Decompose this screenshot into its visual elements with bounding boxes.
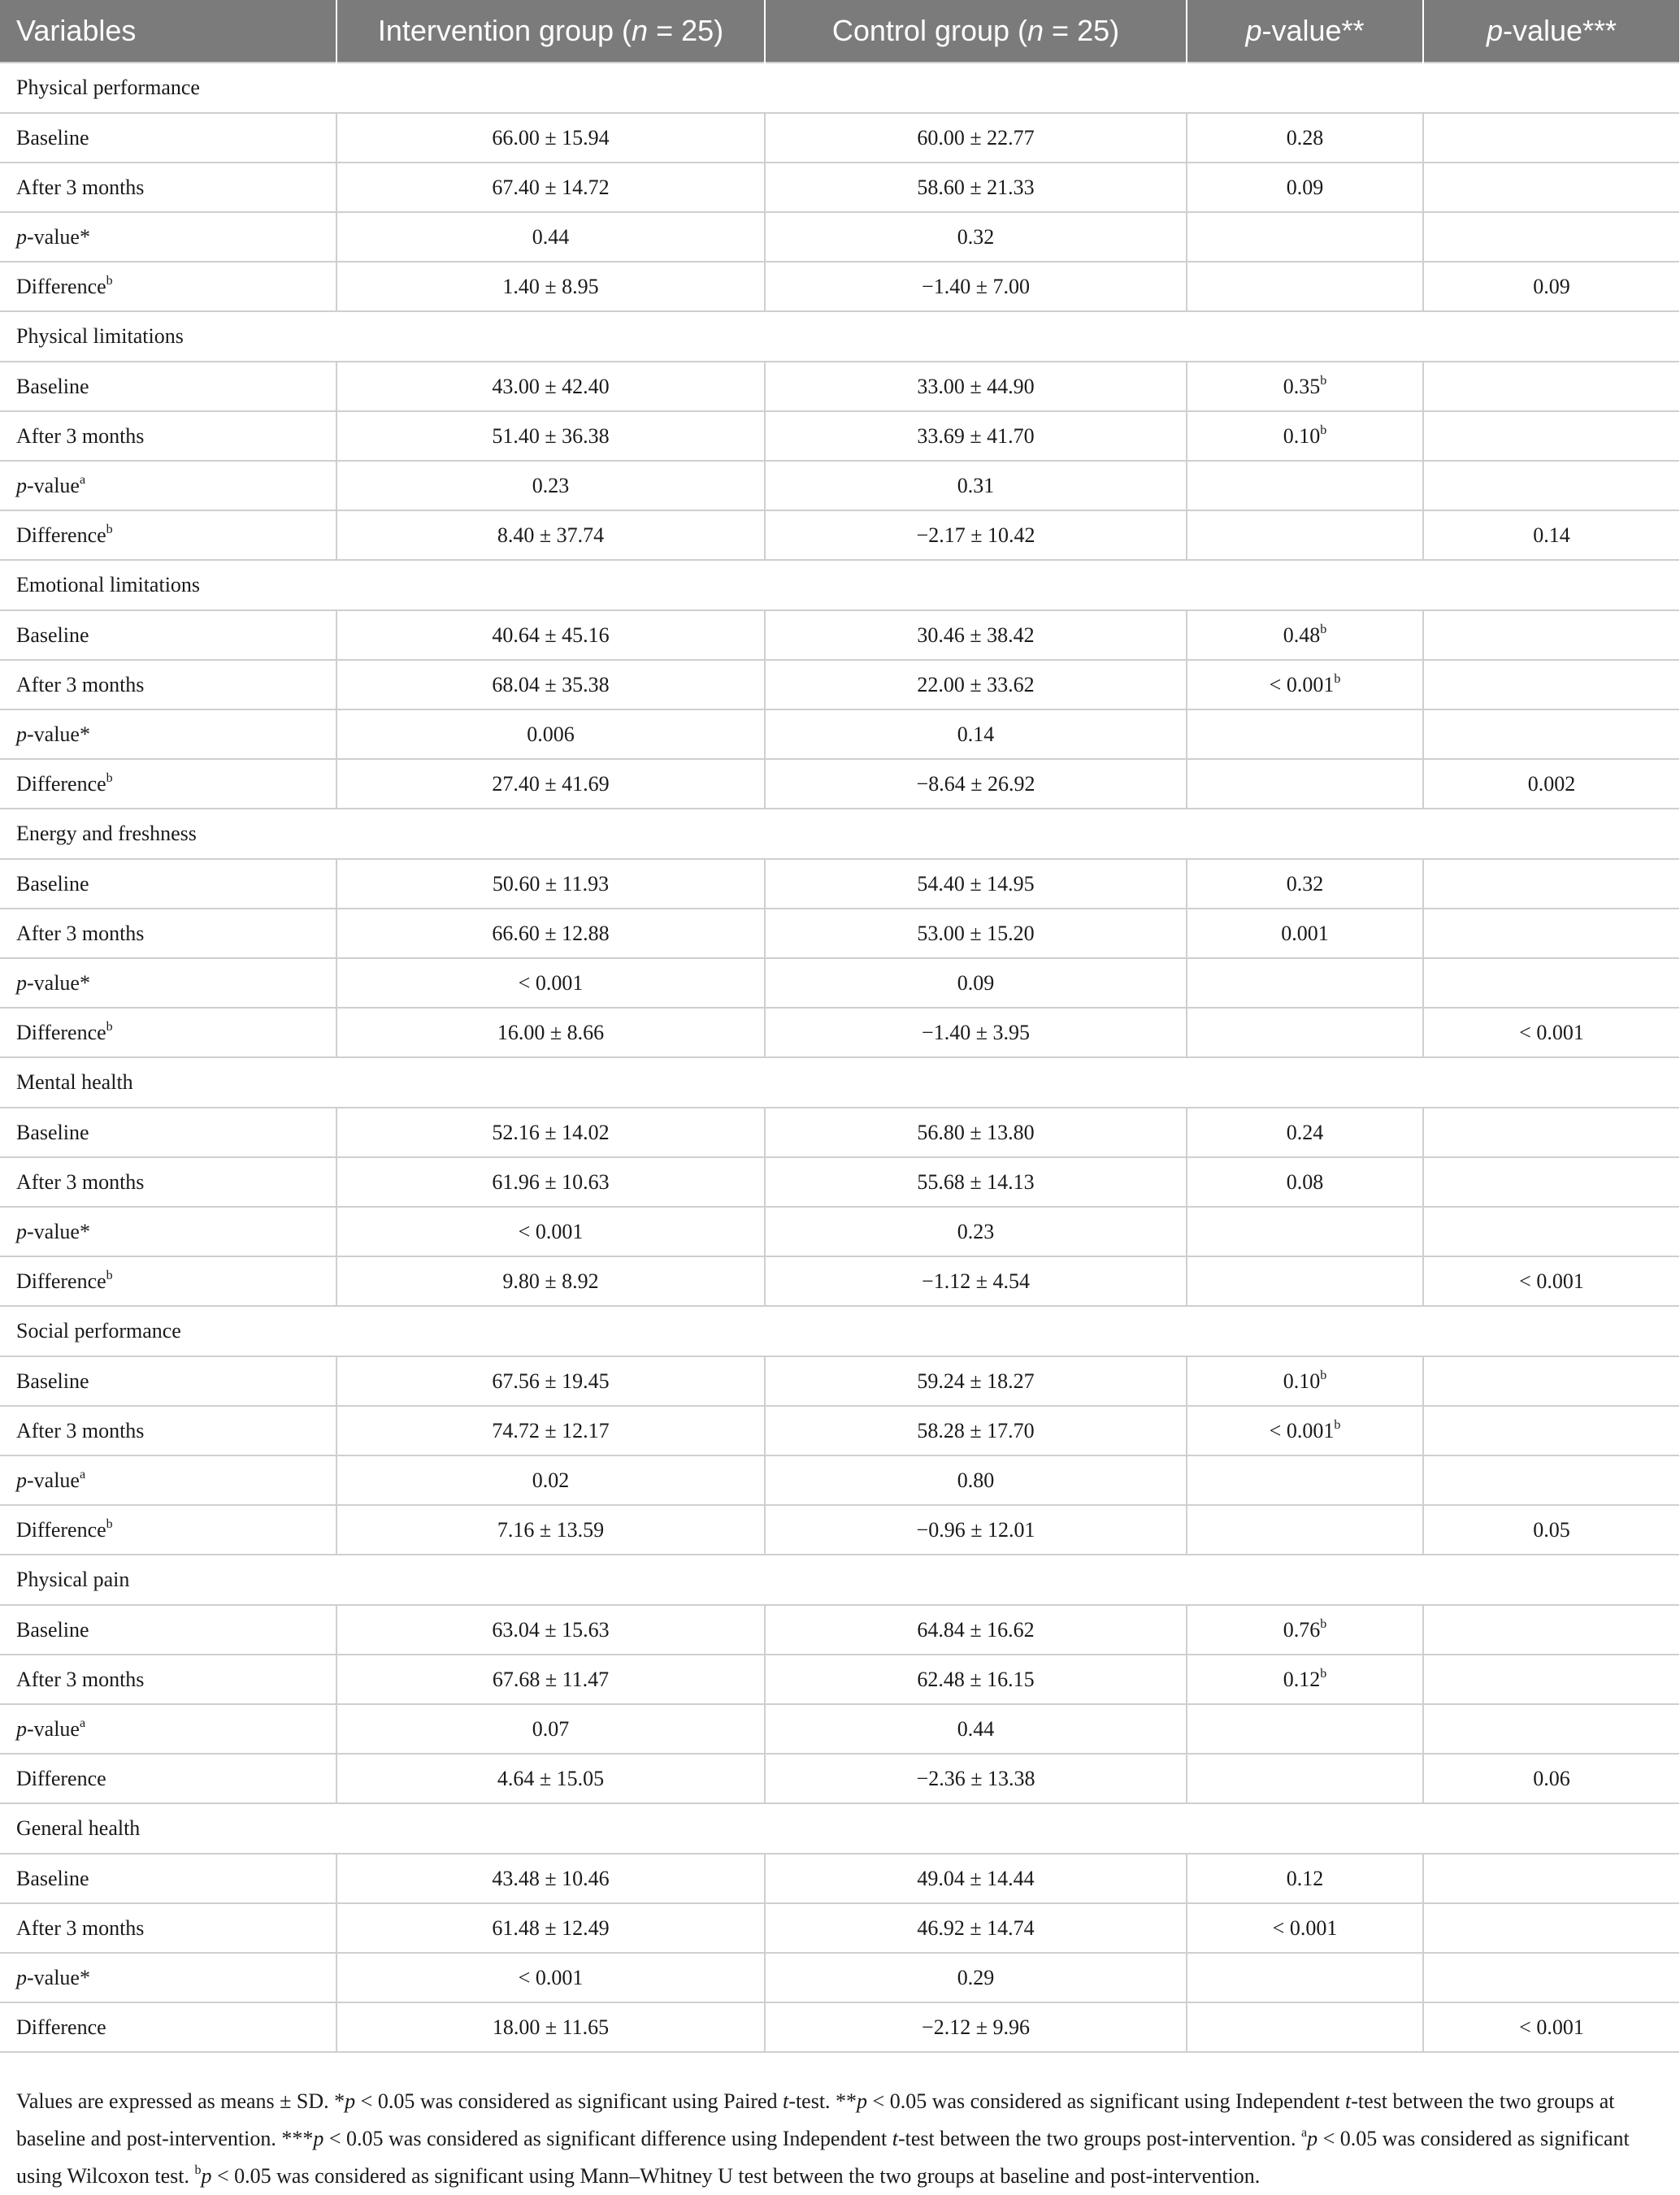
intervention-value: 0.44	[336, 212, 765, 262]
table-row	[0, 212, 1679, 262]
p-value-between	[1187, 958, 1423, 1008]
p-value-difference	[1423, 411, 1679, 461]
p-value-difference	[1423, 113, 1679, 163]
header-control-group: Control group (n = 25)	[765, 0, 1187, 63]
row-label: p-value$^a$	[0, 1704, 336, 1754]
control-value: −1.12 ± 4.54	[765, 1256, 1187, 1306]
table-row	[0, 709, 1679, 759]
p-value-difference	[1423, 163, 1679, 212]
table-row	[0, 1008, 1679, 1057]
p-value-between: 0.10$^b$	[1187, 411, 1423, 461]
row-label: p-value*	[0, 709, 336, 759]
intervention-value: < 0.001	[336, 1207, 765, 1256]
p-value-difference	[1423, 1903, 1679, 1953]
header-p-value-difference: p-value***	[1423, 0, 1679, 63]
table-row	[0, 909, 1679, 958]
intervention-value: 9.80 ± 8.92	[336, 1256, 765, 1306]
section-title: Social performance	[0, 1306, 1679, 1356]
row-label: After 3 months	[0, 1655, 336, 1704]
row-label: After 3 months	[0, 1157, 336, 1207]
table-row	[0, 1108, 1679, 1157]
p-value-between	[1187, 2002, 1423, 2052]
p-value-difference	[1423, 909, 1679, 958]
control-value: 62.48 ± 16.15	[765, 1655, 1187, 1704]
intervention-value: 50.60 ± 11.93	[336, 859, 765, 909]
control-value: 59.24 ± 18.27	[765, 1356, 1187, 1406]
p-value-difference	[1423, 1356, 1679, 1406]
section-row	[0, 1306, 1679, 1356]
section-title: Physical pain	[0, 1555, 1679, 1605]
p-value-between	[1187, 1754, 1423, 1803]
p-value-between: < 0.001$^b$	[1187, 660, 1423, 709]
control-value: 58.28 ± 17.70	[765, 1406, 1187, 1455]
control-value: 58.60 ± 21.33	[765, 163, 1187, 212]
p-value-between: 0.12	[1187, 1854, 1423, 1903]
table-row	[0, 113, 1679, 163]
row-label: p-value*	[0, 1953, 336, 2002]
table-row	[0, 1903, 1679, 1953]
control-value: 56.80 ± 13.80	[765, 1108, 1187, 1157]
table-row	[0, 1655, 1679, 1704]
intervention-value: 8.40 ± 37.74	[336, 510, 765, 560]
table-row	[0, 958, 1679, 1008]
p-value-difference	[1423, 1406, 1679, 1455]
section-row	[0, 63, 1679, 113]
p-value-between: 0.12$^b$	[1187, 1655, 1423, 1704]
table-body	[0, 63, 1679, 2052]
table-row	[0, 362, 1679, 411]
p-value-difference	[1423, 859, 1679, 909]
row-label: p-value*	[0, 958, 336, 1008]
p-value-difference: 0.14	[1423, 510, 1679, 560]
row-label: After 3 months	[0, 411, 336, 461]
control-value: 33.00 ± 44.90	[765, 362, 1187, 411]
control-value: 33.69 ± 41.70	[765, 411, 1187, 461]
intervention-value: 43.00 ± 42.40	[336, 362, 765, 411]
intervention-value: 66.60 ± 12.88	[336, 909, 765, 958]
row-label: p-value*	[0, 1207, 336, 1256]
table-row	[0, 1754, 1679, 1803]
p-value-between	[1187, 212, 1423, 262]
intervention-value: 27.40 ± 41.69	[336, 759, 765, 809]
p-value-difference: < 0.001	[1423, 2002, 1679, 2052]
row-label: Baseline	[0, 1108, 336, 1157]
control-value: 64.84 ± 16.62	[765, 1605, 1187, 1655]
p-value-between	[1187, 1455, 1423, 1505]
table-row	[0, 1605, 1679, 1655]
row-label: Difference$^b$	[0, 1008, 336, 1057]
control-value: −1.40 ± 3.95	[765, 1008, 1187, 1057]
control-value: 0.14	[765, 709, 1187, 759]
row-label: Baseline	[0, 610, 336, 660]
p-value-between: 0.24	[1187, 1108, 1423, 1157]
section-title: Physical performance	[0, 63, 1679, 113]
intervention-value: 67.56 ± 19.45	[336, 1356, 765, 1406]
p-value-difference	[1423, 660, 1679, 709]
intervention-value: 40.64 ± 45.16	[336, 610, 765, 660]
intervention-value: 0.07	[336, 1704, 765, 1754]
table-row	[0, 1207, 1679, 1256]
p-value-difference	[1423, 1605, 1679, 1655]
table-row	[0, 660, 1679, 709]
row-label: p-value$^a$	[0, 1455, 336, 1505]
p-value-difference	[1423, 461, 1679, 510]
section-title: Physical limitations	[0, 311, 1679, 362]
table-row	[0, 859, 1679, 909]
section-title: Energy and freshness	[0, 809, 1679, 859]
control-value: 0.44	[765, 1704, 1187, 1754]
row-label: Difference$^b$	[0, 1505, 336, 1555]
row-label: Baseline	[0, 1356, 336, 1406]
row-label: After 3 months	[0, 660, 336, 709]
row-label: Difference	[0, 2002, 336, 2052]
intervention-value: 7.16 ± 13.59	[336, 1505, 765, 1555]
section-title: Mental health	[0, 1057, 1679, 1108]
intervention-value: 68.04 ± 35.38	[336, 660, 765, 709]
row-label: p-value$^a$	[0, 461, 336, 510]
table-row	[0, 759, 1679, 809]
p-value-between: 0.08	[1187, 1157, 1423, 1207]
p-value-difference	[1423, 1455, 1679, 1505]
p-value-difference: 0.002	[1423, 759, 1679, 809]
intervention-value: 43.48 ± 10.46	[336, 1854, 765, 1903]
table-row	[0, 1157, 1679, 1207]
control-value: −2.36 ± 13.38	[765, 1754, 1187, 1803]
p-value-difference	[1423, 362, 1679, 411]
intervention-value: 1.40 ± 8.95	[336, 262, 765, 311]
p-value-between	[1187, 1207, 1423, 1256]
p-value-between: 0.76$^b$	[1187, 1605, 1423, 1655]
p-value-difference: 0.05	[1423, 1505, 1679, 1555]
section-row	[0, 311, 1679, 362]
intervention-value: 0.23	[336, 461, 765, 510]
control-value: 22.00 ± 33.62	[765, 660, 1187, 709]
intervention-value: 16.00 ± 8.66	[336, 1008, 765, 1057]
p-value-between: 0.28	[1187, 113, 1423, 163]
p-value-difference: 0.06	[1423, 1754, 1679, 1803]
section-title: General health	[0, 1803, 1679, 1854]
row-label: Difference$^b$	[0, 1256, 336, 1306]
p-value-between	[1187, 461, 1423, 510]
row-label: p-value*	[0, 212, 336, 262]
p-value-difference	[1423, 212, 1679, 262]
control-value: 0.31	[765, 461, 1187, 510]
p-value-difference	[1423, 1704, 1679, 1754]
section-row	[0, 1803, 1679, 1854]
table-row	[0, 1455, 1679, 1505]
control-value: 60.00 ± 22.77	[765, 113, 1187, 163]
table-row	[0, 262, 1679, 311]
p-value-between	[1187, 1953, 1423, 2002]
p-value-between	[1187, 1008, 1423, 1057]
table-row	[0, 1505, 1679, 1555]
p-value-between: 0.32	[1187, 859, 1423, 909]
row-label: After 3 months	[0, 909, 336, 958]
header-p-value-between: p-value**	[1187, 0, 1423, 63]
p-value-between	[1187, 1256, 1423, 1306]
control-value: 53.00 ± 15.20	[765, 909, 1187, 958]
p-value-difference	[1423, 610, 1679, 660]
control-value: 54.40 ± 14.95	[765, 859, 1187, 909]
intervention-value: < 0.001	[336, 1953, 765, 2002]
control-value: −2.12 ± 9.96	[765, 2002, 1187, 2052]
table-row	[0, 510, 1679, 560]
row-label: Baseline	[0, 1605, 336, 1655]
p-value-between	[1187, 510, 1423, 560]
p-value-between: 0.09	[1187, 163, 1423, 212]
control-value: 46.92 ± 14.74	[765, 1903, 1187, 1953]
control-value: 49.04 ± 14.44	[765, 1854, 1187, 1903]
table-row	[0, 461, 1679, 510]
header-variables: Variables	[0, 0, 336, 63]
p-value-between	[1187, 1505, 1423, 1555]
table-row	[0, 1406, 1679, 1455]
p-value-difference	[1423, 1108, 1679, 1157]
p-value-difference: 0.09	[1423, 262, 1679, 311]
intervention-value: 51.40 ± 36.38	[336, 411, 765, 461]
control-value: 0.29	[765, 1953, 1187, 2002]
p-value-difference	[1423, 958, 1679, 1008]
p-value-between	[1187, 709, 1423, 759]
intervention-value: 63.04 ± 15.63	[336, 1605, 765, 1655]
table-row	[0, 1356, 1679, 1406]
p-value-difference: < 0.001	[1423, 1256, 1679, 1306]
section-row	[0, 1555, 1679, 1605]
section-row	[0, 809, 1679, 859]
p-value-difference	[1423, 1157, 1679, 1207]
p-value-between: 0.10$^b$	[1187, 1356, 1423, 1406]
control-value: −0.96 ± 12.01	[765, 1505, 1187, 1555]
row-label: Difference	[0, 1754, 336, 1803]
header-row	[0, 0, 1679, 63]
table-row	[0, 411, 1679, 461]
control-value: 55.68 ± 14.13	[765, 1157, 1187, 1207]
intervention-value: 0.006	[336, 709, 765, 759]
intervention-value: 52.16 ± 14.02	[336, 1108, 765, 1157]
p-value-between	[1187, 759, 1423, 809]
table-row	[0, 1953, 1679, 2002]
control-value: 30.46 ± 38.42	[765, 610, 1187, 660]
control-value: 0.32	[765, 212, 1187, 262]
intervention-value: 66.00 ± 15.94	[336, 113, 765, 163]
control-value: 0.23	[765, 1207, 1187, 1256]
intervention-value: 18.00 ± 11.65	[336, 2002, 765, 2052]
p-value-between: < 0.001	[1187, 1903, 1423, 1953]
p-value-difference	[1423, 1953, 1679, 2002]
row-label: Baseline	[0, 113, 336, 163]
table-row	[0, 163, 1679, 212]
row-label: Baseline	[0, 362, 336, 411]
p-value-between: < 0.001$^b$	[1187, 1406, 1423, 1455]
header-intervention-group: Intervention group (n = 25)	[336, 0, 765, 63]
p-value-between: 0.35$^b$	[1187, 362, 1423, 411]
row-label: Difference$^b$	[0, 759, 336, 809]
p-value-difference: < 0.001	[1423, 1008, 1679, 1057]
intervention-value: 4.64 ± 15.05	[336, 1754, 765, 1803]
table-row	[0, 610, 1679, 660]
control-value: 0.80	[765, 1455, 1187, 1505]
intervention-value: 74.72 ± 12.17	[336, 1406, 765, 1455]
intervention-value: 61.48 ± 12.49	[336, 1903, 765, 1953]
section-row	[0, 560, 1679, 610]
row-label: Difference$^b$	[0, 262, 336, 311]
p-value-difference	[1423, 1655, 1679, 1704]
row-label: Difference$^b$	[0, 510, 336, 560]
row-label: Baseline	[0, 1854, 336, 1903]
p-value-difference	[1423, 1207, 1679, 1256]
intervention-value: 67.68 ± 11.47	[336, 1655, 765, 1704]
p-value-difference	[1423, 709, 1679, 759]
section-row	[0, 1057, 1679, 1108]
intervention-value: 0.02	[336, 1455, 765, 1505]
control-value: −2.17 ± 10.42	[765, 510, 1187, 560]
section-title: Emotional limitations	[0, 560, 1679, 610]
row-label: After 3 months	[0, 1406, 336, 1455]
table-row	[0, 1256, 1679, 1306]
table-row	[0, 2002, 1679, 2052]
intervention-value: < 0.001	[336, 958, 765, 1008]
row-label: After 3 months	[0, 163, 336, 212]
intervention-value: 67.40 ± 14.72	[336, 163, 765, 212]
row-label: After 3 months	[0, 1903, 336, 1953]
p-value-between	[1187, 1704, 1423, 1754]
p-value-between: 0.001	[1187, 909, 1423, 958]
table-footnote: Values are expressed as means ± SD. *p < 0.05 was considered as significant using Paired t-test. **p < 0.05 was considered as significant using Independent t-test between the two groups at baseline and post-intervention. ***p < 0.05 was considered as significant difference using Independent t-test between the two groups post-intervention. $^a$p < 0.05 was considered as significant using Wilcoxon test. $^b$p < 0.05 was considered as significant using Mann–Whitney U test between the two groups at baseline and post-intervention.	[16, 2089, 1630, 2188]
p-value-difference	[1423, 1854, 1679, 1903]
control-value: −8.64 ± 26.92	[765, 759, 1187, 809]
control-value: 0.09	[765, 958, 1187, 1008]
row-label: Baseline	[0, 859, 336, 909]
intervention-value: 61.96 ± 10.63	[336, 1157, 765, 1207]
p-value-between: 0.48$^b$	[1187, 610, 1423, 660]
table-row	[0, 1854, 1679, 1903]
control-value: −1.40 ± 7.00	[765, 262, 1187, 311]
p-value-between	[1187, 262, 1423, 311]
table-row	[0, 1704, 1679, 1754]
